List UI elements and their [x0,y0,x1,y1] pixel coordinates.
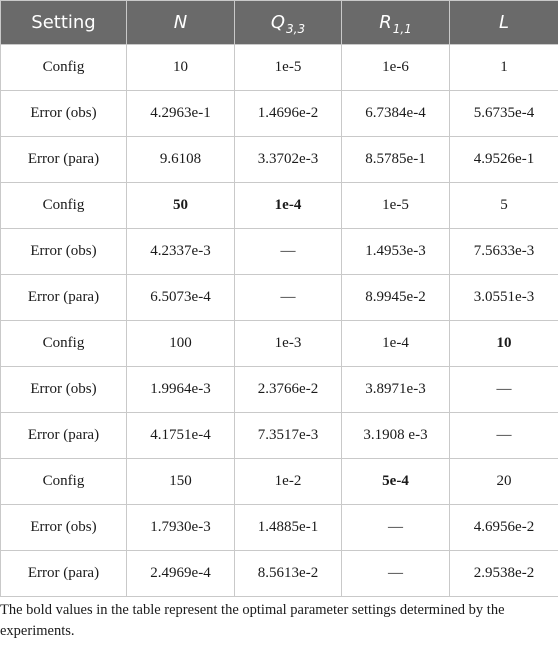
cell-n: 6.5073e-4 [127,275,235,321]
cell-l: — [450,413,558,459]
cell-n: 100 [127,321,235,367]
table-row [1,505,558,551]
cell-l: 4.9526e-1 [450,137,558,183]
header-q33 [235,1,342,45]
cell-r11: 8.5785e-1 [342,137,450,183]
header-r11-subscript: 1,1 [392,22,412,36]
table-row [1,275,558,321]
header-row [1,1,558,45]
table-footnote: The bold values in the table represent the optimal parameter settings determined by the experiments. [0,602,505,639]
cell-setting: Config [1,321,127,367]
cell-n: 50 [127,183,235,229]
cell-r11: — [342,505,450,551]
cell-setting: Error (para) [1,413,127,459]
cell-r11: — [342,551,450,597]
cell-n: 4.1751e-4 [127,413,235,459]
header-setting [1,1,127,45]
cell-q33: 1e-5 [235,45,342,91]
header-n-label: N [173,12,188,33]
cell-r11: 6.7384e-4 [342,91,450,137]
table-row [1,413,558,459]
cell-q33: 1e-3 [235,321,342,367]
cell-l: 5.6735e-4 [450,91,558,137]
cell-setting: Config [1,459,127,505]
header-l-label: L [498,12,510,33]
cell-setting: Error (obs) [1,505,127,551]
cell-r11: 8.9945e-2 [342,275,450,321]
cell-setting: Error (obs) [1,229,127,275]
table-row [1,367,558,413]
cell-q33: 3.3702e-3 [235,137,342,183]
cell-setting: Error (obs) [1,367,127,413]
cell-q33: 2.3766e-2 [235,367,342,413]
cell-r11: 1.4953e-3 [342,229,450,275]
cell-r11: 1e-6 [342,45,450,91]
cell-q33: — [235,275,342,321]
cell-l: — [450,367,558,413]
cell-n: 4.2337e-3 [127,229,235,275]
cell-setting: Error (obs) [1,91,127,137]
table-body [1,45,558,597]
cell-l: 10 [450,321,558,367]
header-setting-label: Setting [31,12,96,33]
cell-setting: Error (para) [1,275,127,321]
cell-l: 4.6956e-2 [450,505,558,551]
table-row [1,91,558,137]
header-r11-label: R [379,12,392,33]
cell-q33: 1e-4 [235,183,342,229]
cell-l: 20 [450,459,558,505]
table-row [1,137,558,183]
cell-l: 5 [450,183,558,229]
cell-setting: Error (para) [1,137,127,183]
cell-setting: Config [1,45,127,91]
cell-n: 9.6108 [127,137,235,183]
cell-n: 1.7930e-3 [127,505,235,551]
cell-n: 150 [127,459,235,505]
table-row [1,459,558,505]
cell-q33: 8.5613e-2 [235,551,342,597]
cell-r11: 3.1908 e-3 [342,413,450,459]
header-l [450,1,558,45]
cell-l: 2.9538e-2 [450,551,558,597]
cell-q33: 1.4885e-1 [235,505,342,551]
table-row [1,551,558,597]
header-q33-subscript: 3,3 [286,22,306,36]
cell-q33: 7.3517e-3 [235,413,342,459]
table-row [1,321,558,367]
cell-l: 3.0551e-3 [450,275,558,321]
header-q33-label: Q [270,12,286,33]
header-n [127,1,235,45]
header-r11 [342,1,450,45]
table-row [1,45,558,91]
table-header [1,1,558,45]
cell-q33: — [235,229,342,275]
cell-setting: Error (para) [1,551,127,597]
cell-r11: 5e-4 [342,459,450,505]
cell-n: 10 [127,45,235,91]
table-row [1,183,558,229]
cell-l: 7.5633e-3 [450,229,558,275]
table-row [1,229,558,275]
cell-r11: 3.8971e-3 [342,367,450,413]
cell-q33: 1.4696e-2 [235,91,342,137]
cell-n: 4.2963e-1 [127,91,235,137]
cell-r11: 1e-4 [342,321,450,367]
cell-setting: Config [1,183,127,229]
cell-n: 1.9964e-3 [127,367,235,413]
cell-q33: 1e-2 [235,459,342,505]
cell-r11: 1e-5 [342,183,450,229]
cell-l: 1 [450,45,558,91]
cell-n: 2.4969e-4 [127,551,235,597]
